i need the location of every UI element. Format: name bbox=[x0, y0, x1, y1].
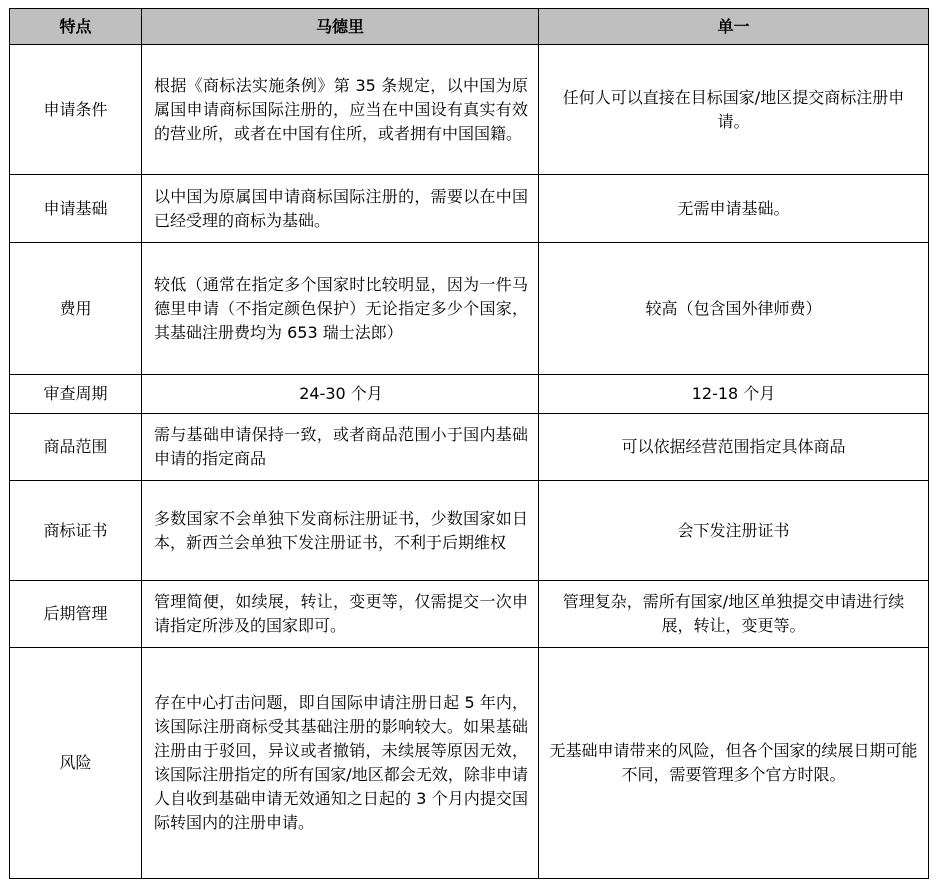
feature-cell: 商品范围 bbox=[10, 414, 142, 481]
madrid-cell: 存在中心打击问题，即自国际申请注册日起 5 年内，该国际注册商标受其基础注册的影响较大。如果基础注册由于驳回，异议或者撤销，未续展等原因无效，该国际注册指定的所有国家/地区都会无效，除非申请人自收到基础申请无效通知之日起的 3 个月内提交国际转国内的注册申请。 bbox=[142, 648, 539, 879]
single-cell: 无基础申请带来的风险，但各个国家的续展日期可能不同，需要管理多个官方时限。 bbox=[539, 648, 929, 879]
single-cell: 较高（包含国外律师费） bbox=[539, 243, 929, 375]
madrid-cell: 多数国家不会单独下发商标注册证书，少数国家如日本，新西兰会单独下发注册证书，不利于后期维权 bbox=[142, 481, 539, 581]
single-cell: 会下发注册证书 bbox=[539, 481, 929, 581]
feature-cell: 后期管理 bbox=[10, 581, 142, 648]
table-row bbox=[10, 581, 929, 648]
table-row bbox=[10, 45, 929, 175]
single-cell: 可以依据经营范围指定具体商品 bbox=[539, 414, 929, 481]
single-cell: 12-18 个月 bbox=[539, 375, 929, 414]
madrid-cell: 根据《商标法实施条例》第 35 条规定，以中国为原属国申请商标国际注册的，应当在中国设有真实有效的营业所，或者在中国有住所，或者拥有中国国籍。 bbox=[142, 45, 539, 175]
table-row bbox=[10, 414, 929, 481]
table-row bbox=[10, 481, 929, 581]
feature-cell: 申请基础 bbox=[10, 175, 142, 243]
header-row bbox=[10, 9, 929, 45]
madrid-cell: 以中国为原属国申请商标国际注册的，需要以在中国已经受理的商标为基础。 bbox=[142, 175, 539, 243]
table-row bbox=[10, 375, 929, 414]
feature-cell: 申请条件 bbox=[10, 45, 142, 175]
madrid-cell: 较低（通常在指定多个国家时比较明显，因为一件马德里申请（不指定颜色保护）无论指定多少个国家，其基础注册费均为 653 瑞士法郎） bbox=[142, 243, 539, 375]
table-row bbox=[10, 648, 929, 879]
madrid-cell: 需与基础申请保持一致，或者商品范围小于国内基础申请的指定商品 bbox=[142, 414, 539, 481]
feature-cell: 费用 bbox=[10, 243, 142, 375]
comparison-table bbox=[9, 8, 929, 879]
madrid-cell: 24-30 个月 bbox=[142, 375, 539, 414]
feature-cell: 商标证书 bbox=[10, 481, 142, 581]
table-row bbox=[10, 175, 929, 243]
single-cell: 任何人可以直接在目标国家/地区提交商标注册申请。 bbox=[539, 45, 929, 175]
feature-cell: 审查周期 bbox=[10, 375, 142, 414]
header-single: 单一 bbox=[539, 9, 929, 45]
header-feature: 特点 bbox=[10, 9, 142, 45]
header-madrid: 马德里 bbox=[142, 9, 539, 45]
table-row bbox=[10, 243, 929, 375]
single-cell: 管理复杂，需所有国家/地区单独提交申请进行续展，转让，变更等。 bbox=[539, 581, 929, 648]
madrid-cell: 管理简便，如续展，转让，变更等，仅需提交一次申请指定所涉及的国家即可。 bbox=[142, 581, 539, 648]
feature-cell: 风险 bbox=[10, 648, 142, 879]
comparison-table-wrapper bbox=[9, 8, 928, 879]
single-cell: 无需申请基础。 bbox=[539, 175, 929, 243]
